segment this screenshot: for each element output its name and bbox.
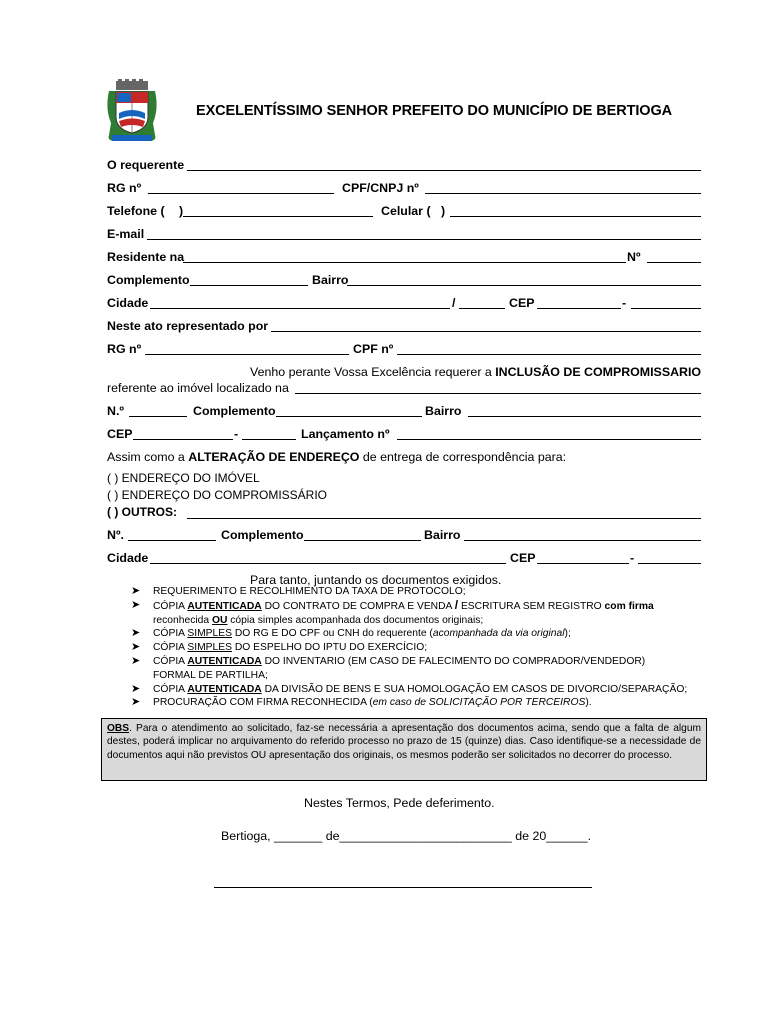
address-change-bold: ALTERAÇÃO DE ENDEREÇO <box>188 450 360 464</box>
document-title: EXCELENTÍSSIMO SENHOR PREFEITO DO MUNICÍPIO DE BERTIOGA <box>196 103 673 119</box>
imovel-complemento-line[interactable] <box>276 416 422 417</box>
field-requerente[interactable] <box>107 157 701 173</box>
doc-item-emph: AUTENTICADA <box>187 655 262 667</box>
municipal-coat-of-arms-icon <box>103 79 161 145</box>
complemento-line[interactable] <box>190 285 308 286</box>
list-item <box>131 627 711 641</box>
uf-line[interactable] <box>459 308 505 309</box>
doc-item-emph: acompanhada da via original <box>432 628 565 640</box>
field-imovel-cep[interactable] <box>107 426 701 442</box>
cidade-line[interactable] <box>150 308 450 309</box>
doc-item-text: ); <box>564 628 571 640</box>
address-change-suffix: de entrega de correspondência para: <box>359 450 567 464</box>
field-rg-cpf-representante[interactable] <box>107 341 701 357</box>
cpf2-label: CPF nº <box>353 342 394 356</box>
cep-label: CEP <box>509 296 535 310</box>
rg2-label: RG nº <box>107 342 142 356</box>
doc-item-text: REQUERIMENTO E RECOLHIMENTO DA TAXA DE PROTOCOLO; <box>153 586 466 597</box>
obs-text: . Para o atendimento ao solicitado, faz-se necessária a apresentação dos documentos acima, sendo que a falta de algum destes, poderá implicar no arquivamento do referido processo no prazo de 15 (quinze) dias. Caso identifique-se a necessidade de documentos aqui não previstos OU apresentação dos originais, os mesmos poderão ser solicitados no decorrer do processo. <box>107 723 701 761</box>
cidade-slash: / <box>452 296 456 310</box>
request-prefix: Venho perante Vossa Excelência requerer a <box>250 365 496 379</box>
imovel-localizado-line[interactable] <box>295 393 701 394</box>
obs-notice-box <box>101 718 707 781</box>
residente-label: Residente na <box>107 250 185 264</box>
imovel-complemento-label: Complemento <box>193 404 276 418</box>
email-label: E-mail <box>107 227 145 241</box>
arrow-bullet-icon: ➤ <box>131 682 141 695</box>
doc-item-emph: AUTENTICADA <box>187 683 262 695</box>
doc-item-emph: / <box>454 597 459 612</box>
field-email[interactable] <box>107 226 701 242</box>
field-imovel-numero[interactable] <box>107 403 701 419</box>
list-item <box>131 655 711 683</box>
doc-item-text: DO RG E DO CPF ou CNH do requerente ( <box>231 628 433 640</box>
doc-item-emph: AUTENTICADA <box>187 600 262 612</box>
residente-line[interactable] <box>183 262 626 263</box>
celular-line[interactable] <box>450 216 701 217</box>
doc-item-text: DO INVENTARIO (EM CASO DE FALECIMENTO DO COMPRADOR/VENDEDOR) <box>261 655 646 667</box>
novo-cep-line-2[interactable] <box>638 563 701 564</box>
doc-item-text: ESCRITURA SEM REGISTRO <box>458 600 605 612</box>
rg-line[interactable] <box>148 193 334 194</box>
address-change-prefix: Assim como a <box>107 450 189 464</box>
address-change-intro <box>107 449 566 465</box>
novo-complemento-label: Complemento <box>221 528 304 542</box>
list-item <box>131 683 711 697</box>
cidade-label: Cidade <box>107 296 149 310</box>
doc-item-emph: com firma <box>604 600 654 612</box>
telefone-close-paren: ) <box>179 204 184 218</box>
novo-cep-label: CEP <box>510 551 536 565</box>
obs-label: OBS <box>107 723 130 734</box>
novo-cep-line-1[interactable] <box>537 563 629 564</box>
doc-item-text: PROCURAÇÃO COM FIRMA RECONHECIDA ( <box>153 697 373 709</box>
arrow-bullet-icon: ➤ <box>131 654 141 667</box>
closing-terms: Nestes Termos, Pede deferimento. <box>304 796 495 810</box>
lancamento-label: Lançamento nº <box>301 427 390 441</box>
cpf-cnpj-label: CPF/CNPJ nº <box>342 181 419 195</box>
novo-cidade-line[interactable] <box>150 563 506 564</box>
arrow-bullet-icon: ➤ <box>131 641 141 654</box>
arrow-bullet-icon: ➤ <box>131 696 141 709</box>
doc-item-text: DA DIVISÃO DE BENS E SUA HOMOLOGAÇÃO EM CASOS DE DIVORCIO/SEPARAÇÃO; <box>261 683 688 695</box>
doc-item-text: reconhecida <box>153 614 212 626</box>
option-endereco-compromissario[interactable]: ( ) ENDEREÇO DO COMPROMISSÁRIO <box>107 488 328 502</box>
representado-line[interactable] <box>271 331 701 332</box>
celular-close-paren: ) <box>441 204 446 218</box>
request-inclusao: INCLUSÃO DE COMPROMISSARIO <box>495 365 702 379</box>
doc-item-emph: em caso de SOLICITAÇÃO POR TERCEIROS <box>372 697 586 709</box>
doc-item-text: CÓPIA <box>153 628 188 640</box>
requerente-label: O requerente <box>107 158 185 172</box>
residente-numero-label: Nº <box>627 250 641 264</box>
doc-item-emph: SIMPLES <box>187 628 232 640</box>
cpf2-line[interactable] <box>397 354 701 355</box>
imovel-cep-line-2[interactable] <box>242 439 296 440</box>
doc-item-text: CÓPIA <box>153 655 188 667</box>
signature-line[interactable] <box>214 887 592 888</box>
telefone-line[interactable] <box>183 216 373 217</box>
celular-label: Celular ( <box>381 204 431 218</box>
bairro-line[interactable] <box>347 285 701 286</box>
novo-cidade-label: Cidade <box>107 551 149 565</box>
documents-list <box>131 585 711 710</box>
closing-place-date[interactable]: Bertioga, _______ de_________________________ de 20______. <box>221 829 592 843</box>
arrow-bullet-icon: ➤ <box>131 627 141 640</box>
doc-item-text: FORMAL DE PARTILHA; <box>153 669 268 681</box>
arrow-bullet-icon: ➤ <box>131 598 141 611</box>
novo-complemento-line[interactable] <box>304 540 421 541</box>
option-outros[interactable] <box>107 505 701 521</box>
rg-label: RG nº <box>107 181 142 195</box>
field-residente[interactable] <box>107 249 701 265</box>
novo-bairro-label: Bairro <box>424 528 461 542</box>
cep-line-1[interactable] <box>537 308 621 309</box>
field-complemento-bairro[interactable] <box>107 272 701 288</box>
field-telefone-celular[interactable] <box>107 203 701 219</box>
cpf-cnpj-line[interactable] <box>425 193 701 194</box>
imovel-numero-label: N.º <box>107 404 124 418</box>
field-novo-numero[interactable] <box>107 527 701 543</box>
bairro-label: Bairro <box>312 273 349 287</box>
doc-item-text: CÓPIA <box>153 642 188 654</box>
option-outros-label: ( ) OUTROS: <box>107 505 177 519</box>
outros-line[interactable] <box>187 518 701 519</box>
novo-numero-line[interactable] <box>128 540 216 541</box>
email-line[interactable] <box>147 239 701 240</box>
telefone-label: Telefone ( <box>107 204 165 218</box>
lancamento-line[interactable] <box>397 439 701 440</box>
imovel-cep-line-1[interactable] <box>133 439 233 440</box>
list-item <box>131 696 711 710</box>
field-cidade-cep[interactable] <box>107 295 701 311</box>
imovel-localizado-label: referente ao imóvel localizado na <box>107 381 289 395</box>
requerente-line[interactable] <box>187 170 701 171</box>
field-novo-cidade-cep[interactable] <box>107 550 701 566</box>
novo-bairro-line[interactable] <box>464 540 701 541</box>
rg2-line[interactable] <box>145 354 349 355</box>
request-line-1 <box>250 364 701 380</box>
arrow-bullet-icon: ➤ <box>131 585 141 597</box>
imovel-bairro-line[interactable] <box>468 416 701 417</box>
doc-item-text: ). <box>585 697 592 709</box>
representado-label: Neste ato representado por <box>107 319 269 333</box>
doc-item-text: cópia simples acompanhada dos documentos originais; <box>227 614 484 626</box>
list-item <box>131 599 711 628</box>
imovel-cep-label: CEP <box>107 427 133 441</box>
doc-item-text: DO ESPELHO DO IPTU DO EXERCÍCIO; <box>231 642 428 654</box>
cep-line-2[interactable] <box>631 308 701 309</box>
doc-item-text: CÓPIA <box>153 600 188 612</box>
doc-item-emph: SIMPLES <box>187 642 232 654</box>
list-item <box>131 585 711 599</box>
field-rg-cpf[interactable] <box>107 180 701 196</box>
cep-dash: - <box>622 296 627 310</box>
imovel-cep-dash: - <box>234 427 239 441</box>
novo-numero-label: Nº. <box>107 528 124 542</box>
doc-item-text: CÓPIA <box>153 683 188 695</box>
list-item <box>131 641 711 655</box>
imovel-bairro-label: Bairro <box>425 404 462 418</box>
doc-item-text: DO CONTRATO DE COMPRA E VENDA <box>261 600 455 612</box>
field-imovel-localizado[interactable] <box>107 380 701 396</box>
option-endereco-imovel[interactable]: ( ) ENDEREÇO DO IMÓVEL <box>107 471 260 485</box>
documents-intro: Para tanto, juntando os documentos exigidos. <box>250 573 502 587</box>
imovel-numero-line[interactable] <box>129 416 187 417</box>
doc-item-emph: OU <box>211 614 228 626</box>
field-representado[interactable] <box>107 318 701 334</box>
residente-numero-line[interactable] <box>647 262 701 263</box>
complemento-label: Complemento <box>107 273 190 287</box>
novo-cep-dash: - <box>630 551 635 565</box>
